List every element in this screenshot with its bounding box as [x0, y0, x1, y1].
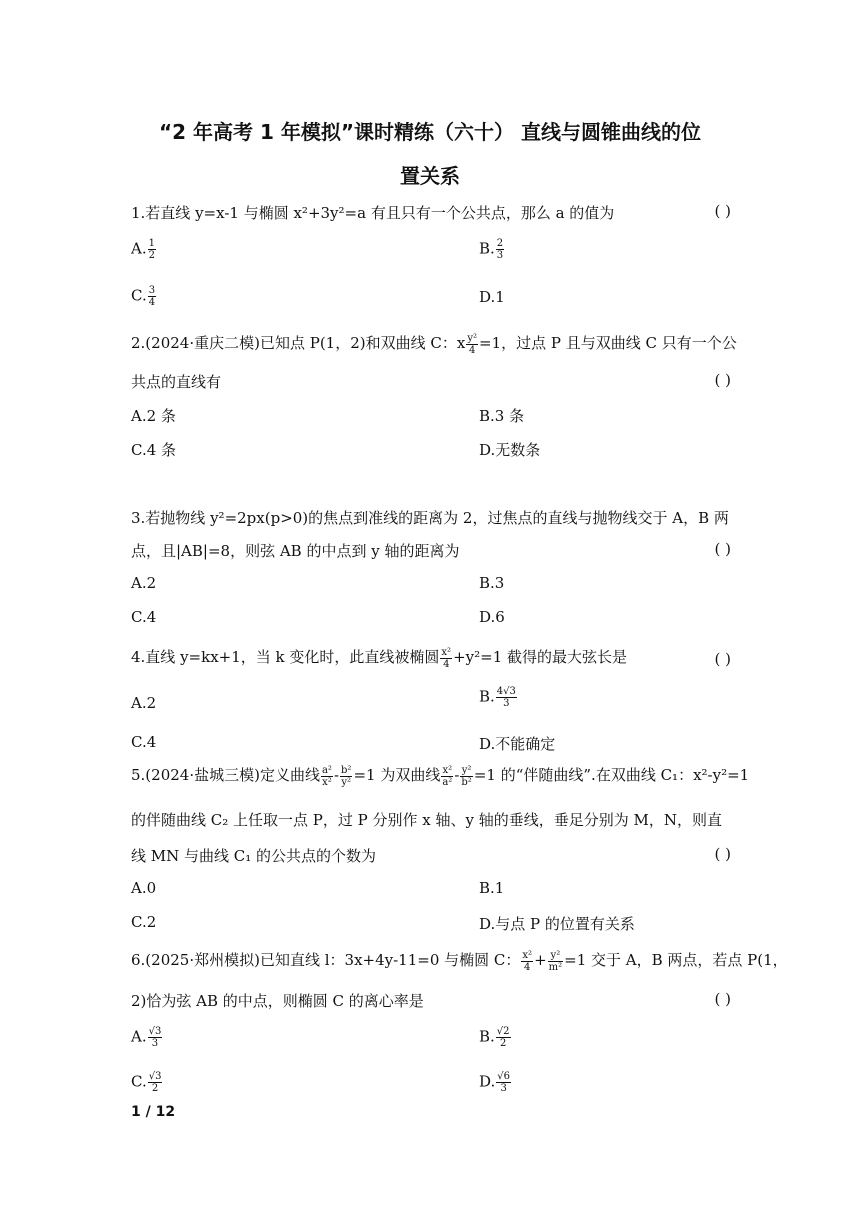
- question-1-stem: 1.若直线 y=x-1 与椭圆 x²+3y²=a 有且只有一个公共点，那么 a 的值为 ( ): [131, 202, 731, 222]
- question-3-option-b: B.3: [479, 574, 505, 592]
- question-3-stem: 3.若抛物线 y²=2px(p>0)的焦点到准线的距离为 2，过焦点的直线与抛物线交于 A，B 两: [131, 509, 729, 527]
- question-1-option-d: D.1: [479, 288, 505, 306]
- question-6-option-b: B. $\frac{√2}{2}$: [479, 1026, 510, 1049]
- question-4-option-a: A.2: [131, 694, 157, 712]
- question-2-option-a: A.2 条: [131, 407, 176, 425]
- question-3-stem-cont: 点，且|AB|=8，则弦 AB 的中点到 y 轴的距离为 ( ): [131, 540, 731, 560]
- question-1-option-c: C. $\frac{3}{4}$: [131, 285, 156, 308]
- question-4-stem: 4.直线 y=kx+1，当 k 变化时，此直线被椭圆 $\frac{\text{x²}}{4}$ +y²=1 截得的最大弦长是 ( ): [131, 646, 731, 670]
- question-2-stem: 2.(2024·重庆二模)已知点 P(1，2)和双曲线 C：x $\frac{\text{y²}}{4}$ =1，过点 P 且与双曲线 C 只有一个公: [131, 332, 737, 356]
- question-3-option-a: A.2: [131, 574, 157, 592]
- answer-blank: ( ): [714, 650, 731, 668]
- question-6-option-a: A. $\frac{√3}{3}$: [131, 1026, 162, 1049]
- answer-blank: ( ): [714, 540, 731, 558]
- question-2-option-b: B.3 条: [479, 407, 525, 425]
- answer-blank: ( ): [714, 990, 731, 1008]
- question-3-option-d: D.6: [479, 608, 505, 626]
- question-1-option-b: B. $\frac{2}{3}$: [479, 238, 504, 261]
- question-5-stem-cont-2: 线 MN 与曲线 C₁ 的公共点的个数为 ( ): [131, 845, 731, 865]
- question-5-stem-cont: 的伴随曲线 C₂ 上任取一点 P，过 P 分别作 x 轴、y 轴的垂线，垂足分别为 M，N，则直: [131, 811, 723, 829]
- question-6-option-c: C. $\frac{√3}{2}$: [131, 1071, 162, 1094]
- page-title: “2 年高考 1 年模拟”课时精练（六十） 直线与圆锥曲线的位: [159, 120, 701, 144]
- question-6-stem: 6.(2025·郑州模拟)已知直线 l：3x+4y-11=0 与椭圆 C： $\frac{\text{x²}}{4}$ + $\frac{\text{y²}}{\text{m²}}$ =1 交于 A，B 两点，若点 P(1，: [131, 949, 788, 973]
- question-5-option-c: C.2: [131, 913, 157, 931]
- page-title-continued: 置关系: [400, 164, 460, 188]
- question-6-stem-cont: 2)恰为弦 AB 的中点，则椭圆 C 的离心率是 ( ): [131, 990, 731, 1010]
- page-number: 1 / 12: [131, 1104, 176, 1120]
- answer-blank: ( ): [714, 202, 731, 220]
- question-5-stem: 5.(2024·盐城三模)定义曲线 $\frac{\text{a²}}{\text{x²}}$ - $\frac{\text{b²}}{\text{y²}}$ =1 为双曲线 $\frac{\text{x²}}{\text{a²}}$ - $\frac{\text{y²}}{\text{b²}}$ =1 的“伴随曲线”.在双曲线 C₁：x²-y²=1: [131, 764, 750, 788]
- question-6-option-d: D. $\frac{√6}{3}$: [479, 1071, 510, 1094]
- answer-blank: ( ): [714, 845, 731, 863]
- question-4-option-d: D.不能确定: [479, 735, 556, 753]
- question-5-option-b: B.1: [479, 879, 505, 897]
- question-2-option-c: C.4 条: [131, 441, 177, 459]
- question-4-option-b: B. $\frac{4√3}{3}$: [479, 686, 516, 709]
- question-1-option-a: A. $\frac{1}{2}$: [131, 238, 155, 261]
- answer-blank: ( ): [714, 371, 731, 389]
- question-5-option-a: A.0: [131, 879, 157, 897]
- question-4-option-c: C.4: [131, 733, 157, 751]
- question-2-option-d: D.无数条: [479, 441, 541, 459]
- question-5-option-d: D.与点 P 的位置有关系: [479, 915, 635, 933]
- question-2-stem-cont: 共点的直线有 ( ): [131, 371, 731, 391]
- question-3-option-c: C.4: [131, 608, 157, 626]
